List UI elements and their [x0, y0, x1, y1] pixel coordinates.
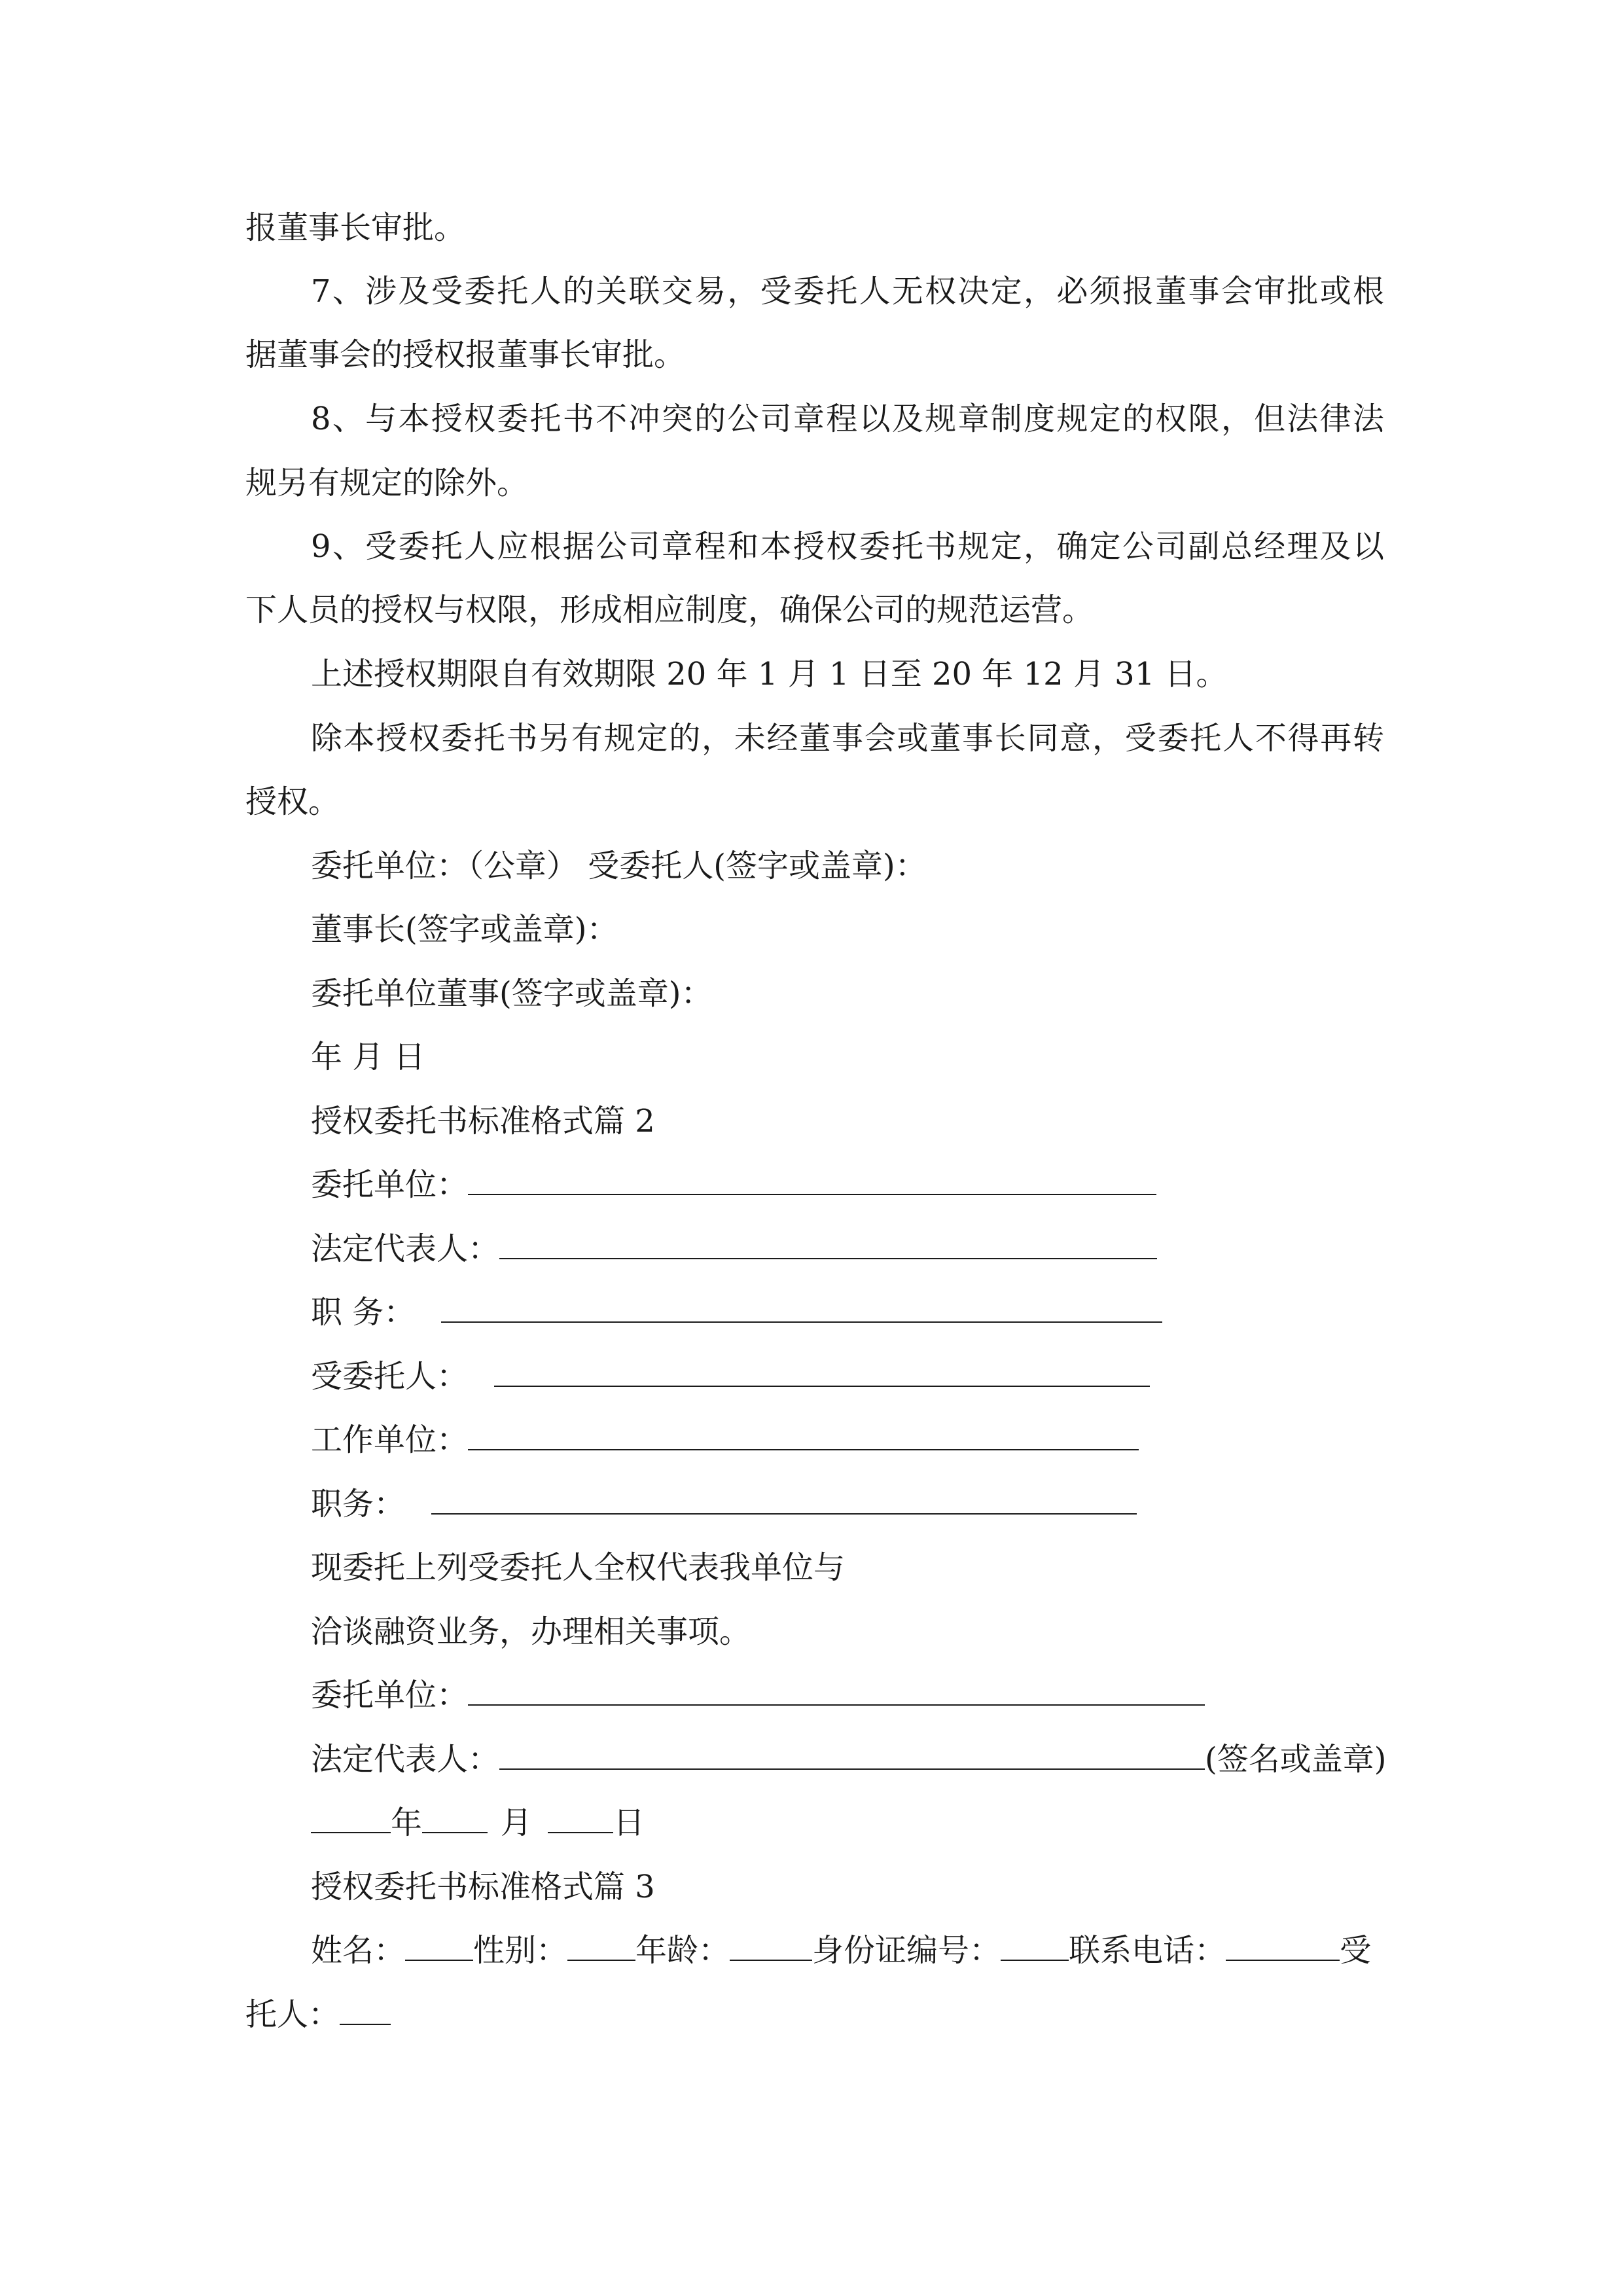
id-number-label: 身份证编号： [812, 1932, 1001, 1969]
date-day-blank[interactable] [548, 1803, 613, 1833]
phone-blank[interactable] [1226, 1931, 1340, 1961]
paragraph-line: 报董事长审批。 [245, 209, 466, 246]
paragraph-7-line-2: 据董事会的授权报董事长审批。 [245, 336, 686, 373]
signature-unit-line: 委托单位：（公章） 受委托人(签字或盖章)： [311, 848, 927, 884]
field-position [311, 1293, 1384, 1332]
paragraph-7-line-1: 7、涉及受委托人的关联交易，受委托人无权决定，必须报董事会审批或根 [311, 273, 1384, 310]
field-position-blank[interactable] [441, 1293, 1162, 1323]
id-number-blank[interactable] [1001, 1931, 1069, 1961]
trustee-label-start: 受 [1340, 1932, 1372, 1969]
sign-unit-field [311, 1676, 1384, 1715]
age-label: 年龄： [635, 1932, 730, 1969]
section-3-heading: 授权委托书标准格式篇 3 [311, 1869, 655, 1905]
trustee-label-end: 托人： [245, 1996, 340, 2033]
paragraph-8-line-2: 规另有规定的除外。 [245, 465, 529, 501]
sign-legal-rep-field [311, 1740, 1387, 1779]
gender-label: 性别： [473, 1932, 568, 1969]
gender-blank[interactable] [567, 1931, 635, 1961]
field-work-unit [311, 1420, 1384, 1460]
authorization-period: 上述授权期限自有效期限 20 年 1 月 1 日至 20 年 12 月 31 日。 [311, 656, 1228, 692]
field-position-label: 职 务： [311, 1294, 416, 1331]
signature-director-line: 委托单位董事(签字或盖章)： [311, 975, 713, 1012]
date-year-label: 年 [391, 1804, 423, 1841]
date-year-blank[interactable] [311, 1803, 391, 1833]
restriction-line-1: 除本授权委托书另有规定的，未经董事会或董事长同意，受委托人不得再转 [311, 720, 1384, 757]
field-unit-label: 委托单位： [311, 1166, 469, 1203]
date-month-label: 月 [501, 1804, 533, 1841]
personal-info-line [311, 1931, 1384, 1970]
paragraph-9-line-2: 下人员的授权与权限，形成相应制度，确保公司的规范运营。 [245, 592, 1094, 628]
paragraph-9-line-1: 9、受委托人应根据公司章程和本授权委托书规定，确定公司副总经理及以 [311, 528, 1384, 565]
field-trustee-blank[interactable] [494, 1357, 1150, 1387]
sign-legal-rep-blank[interactable] [499, 1740, 1205, 1770]
field-work-unit-blank[interactable] [468, 1420, 1139, 1450]
field-position-2-label: 职务： [311, 1486, 406, 1522]
field-position-2-blank[interactable] [431, 1484, 1137, 1515]
date-day-label: 日 [613, 1804, 645, 1841]
field-legal-rep-blank[interactable] [499, 1229, 1157, 1259]
signature-date-line: 年 月 日 [311, 1039, 425, 1075]
age-blank[interactable] [730, 1931, 812, 1961]
paragraph-8-line-1: 8、与本授权委托书不冲突的公司章程以及规章制度规定的权限，但法律法 [311, 401, 1384, 437]
sign-unit-label: 委托单位： [311, 1677, 469, 1713]
delegation-body-line-2: 洽谈融资业务，办理相关事项。 [311, 1613, 751, 1650]
phone-label: 联系电话： [1069, 1932, 1226, 1969]
field-position-2 [311, 1484, 1384, 1524]
date-month-blank[interactable] [422, 1803, 488, 1833]
sign-legal-rep-label: 法定代表人： [311, 1741, 500, 1778]
signature-chairman-line: 董事长(签字或盖章)： [311, 911, 618, 948]
trustee-blank[interactable] [340, 1995, 391, 2025]
field-unit-blank[interactable] [468, 1165, 1156, 1195]
name-label: 姓名： [311, 1932, 406, 1969]
field-unit [311, 1165, 1384, 1204]
sign-unit-blank[interactable] [468, 1676, 1205, 1706]
section-2-heading: 授权委托书标准格式篇 2 [311, 1103, 655, 1139]
trustee-line [245, 1995, 1384, 2034]
field-trustee-label: 受委托人： [311, 1358, 469, 1395]
sign-suffix: (签名或盖章) [1205, 1741, 1387, 1778]
field-legal-rep-label: 法定代表人： [311, 1230, 500, 1267]
field-work-unit-label: 工作单位： [311, 1422, 469, 1458]
restriction-line-2: 授权。 [245, 783, 340, 820]
date-field [311, 1803, 1384, 1842]
field-trustee [311, 1357, 1384, 1396]
delegation-body-line-1: 现委托上列受委托人全权代表我单位与 [311, 1549, 846, 1586]
name-blank[interactable] [405, 1931, 473, 1961]
field-legal-rep [311, 1229, 1384, 1268]
